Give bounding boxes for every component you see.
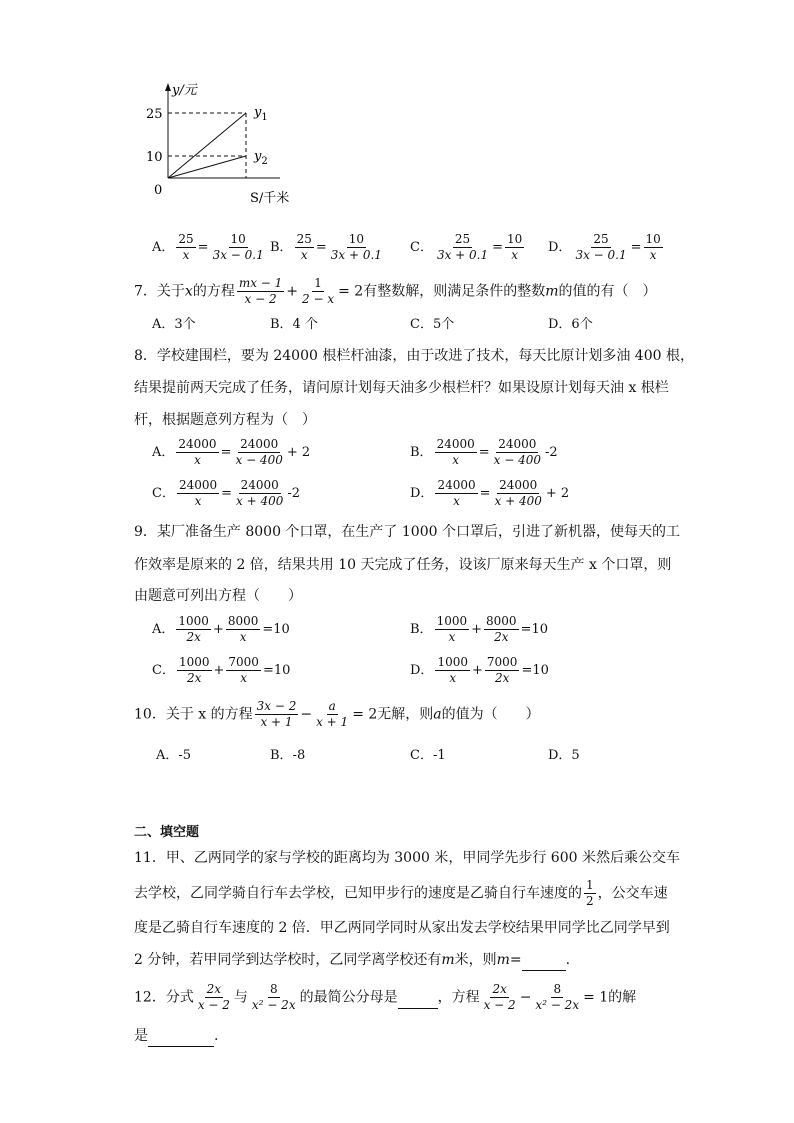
q8-option-a: A． $\frac{24000}{x}$ = $\frac{24000}{x - 400}$ + 2 bbox=[152, 437, 311, 467]
fraction: $\frac{8000}{x}$ bbox=[227, 614, 259, 644]
question-9-line-1: 9．某厂准备生产 8000 个口罩，在生产了 1000 个口罩后，引进了新机器，使每天的工 bbox=[134, 524, 680, 540]
question-8-line-2: 结果提前两天完成了任务，请问原计划每天油多少根栏杆？如果设原计划每天油 x 根栏 bbox=[134, 380, 669, 396]
origin-label: 0 bbox=[154, 183, 163, 198]
fraction: $\frac{25}{3x - 0.1}$ bbox=[575, 232, 627, 262]
fraction: $\frac{10}{3x - 0.1}$ bbox=[212, 232, 264, 262]
fraction: $\frac{10}{3x + 0.1}$ bbox=[330, 232, 382, 262]
fraction: $\frac{24000}{x - 400}$ bbox=[235, 437, 283, 467]
question-11-line-4: 2 分钟，若甲同学到达学校时，乙同学离学校还有m米，则m= . bbox=[134, 950, 570, 971]
question-9-line-3: 由题意可列出方程（ ） bbox=[134, 588, 302, 604]
q10-option-d: D．5 bbox=[548, 748, 580, 763]
answer-blank-q12-denominator[interactable] bbox=[398, 988, 438, 1009]
q7-option-c: C．5个 bbox=[410, 317, 455, 332]
fraction: $\frac{2x}{x - 2}$ bbox=[197, 982, 230, 1012]
q7-option-a: A．3个 bbox=[152, 317, 196, 332]
fraction: $\frac{a}{x + 1}$ bbox=[316, 699, 349, 729]
q9-option-d: D． $\frac{1000}{x}$ + $\frac{7000}{2x}$ =10 bbox=[410, 655, 549, 685]
tick-label-25: 25 bbox=[146, 107, 163, 122]
fraction: $\frac{8}{\text{x² − 2x}}$ bbox=[535, 982, 580, 1012]
line-y1 bbox=[168, 113, 246, 178]
tick-label-10: 10 bbox=[146, 150, 163, 165]
line-y1-label: $y_1$ bbox=[254, 105, 268, 123]
fraction: $\frac{25}{3x + 0.1}$ bbox=[436, 232, 489, 262]
question-8-line-1: 8．学校建围栏，要为 24000 根栏杆油漆，由于改进了技术，每天比原计划多油 400 根， bbox=[134, 348, 694, 364]
fraction: $\frac{10}{x}$ bbox=[645, 232, 661, 262]
fraction: $\frac{7000}{2x}$ bbox=[486, 655, 518, 685]
q10-option-b: B．-8 bbox=[270, 748, 306, 763]
y-axis-arrow bbox=[165, 83, 171, 91]
question-9-line-2: 作效率是原来的 2 倍，结果共用 10 天完成了任务，设该厂原来每天生产 x 个口罩，则 bbox=[134, 557, 672, 573]
fraction: $\frac{24000}{x + 400}$ bbox=[236, 478, 284, 508]
answer-blank-q12-solution[interactable] bbox=[148, 1026, 214, 1047]
fraction: $\frac{mx - 1}{x - 2}$ bbox=[238, 276, 283, 306]
y-axis-label: y/元 bbox=[172, 83, 197, 98]
q7-option-b: B．4 个 bbox=[270, 317, 318, 332]
answer-blank-q11[interactable] bbox=[522, 950, 566, 971]
question-10: 10．关于 x 的方程 $\frac{3x - 2}{x + 1}$ − $\frac{a}{x + 1}$ = 2无解，则a的值为（ ） bbox=[134, 699, 540, 729]
q8-option-b: B． $\frac{24000}{x}$ = $\frac{24000}{x - 400}$ -2 bbox=[410, 437, 558, 467]
line-y2 bbox=[168, 156, 246, 178]
line-y2-label: $y_2$ bbox=[254, 149, 268, 167]
fraction: $\frac{8}{\text{x² − 2x}}$ bbox=[251, 982, 296, 1012]
q8-option-d: D． $\frac{24000}{x}$ = $\frac{24000}{x + 400}$ + 2 bbox=[410, 478, 570, 508]
fraction: $\frac{1000}{2x}$ bbox=[178, 655, 210, 685]
question-12-line-1: 12．分式 $\frac{2x}{x - 2}$ 与 $\frac{8}{\text{x² − 2x}}$ 的最简公分母是 ，方程 $\frac{2x}{x - 2}$ − $\frac{8}{\text{x² − 2x}}$ = 1的解 bbox=[134, 982, 637, 1012]
fraction: $\frac{10}{x}$ bbox=[507, 232, 523, 262]
q8-option-c: C． $\frac{24000}{x}$ = $\frac{24000}{x + 400}$ -2 bbox=[152, 478, 301, 508]
fraction: $\frac{8000}{2x}$ bbox=[486, 614, 517, 644]
fraction: $\frac{2x}{x - 2}$ bbox=[483, 982, 516, 1012]
q7-option-d: D．6个 bbox=[548, 317, 593, 332]
fraction: $\frac{24000}{x - 400}$ bbox=[493, 437, 542, 467]
fraction: $\frac{24000}{x + 400}$ bbox=[494, 478, 542, 508]
q9-option-a: A． $\frac{1000}{2x}$ + $\frac{8000}{x}$ =10 bbox=[152, 614, 290, 644]
fraction: $\frac{1000}{2x}$ bbox=[178, 614, 209, 644]
fraction: $\frac{1}{2 - x}$ bbox=[302, 276, 335, 306]
fraction: $\frac{25}{x}$ bbox=[296, 232, 312, 262]
q9-option-c: C． $\frac{1000}{2x}$ + $\frac{7000}{x}$ =10 bbox=[152, 655, 291, 685]
fraction-one-half: $\frac{1}{2}$ bbox=[586, 878, 594, 908]
q9-option-b: B． $\frac{1000}{x}$ + $\frac{8000}{2x}$ =10 bbox=[410, 614, 548, 644]
question-11-line-1: 11．甲、乙两同学的家与学校的距离均为 3000 米，甲同学先步行 600 米然后乘公交车 bbox=[134, 850, 680, 866]
line-y1-subscript: 1 bbox=[261, 112, 268, 123]
q10-option-c: C．-1 bbox=[410, 748, 446, 763]
fraction: $\frac{24000}{x}$ bbox=[436, 437, 475, 467]
fraction: $\frac{3x - 2}{x + 1}$ bbox=[256, 699, 297, 729]
fraction: $\frac{25}{x}$ bbox=[178, 232, 194, 262]
q6-option-b: B． $\frac{25}{x}$ = $\frac{10}{3x + 0.1}$ bbox=[270, 232, 382, 262]
question-7: 7．关于x的方程 $\frac{mx - 1}{x - 2}$ + $\frac{1}{2 - x}$ = 2有整数解，则满足条件的整数m的值的有（ ） bbox=[134, 276, 657, 306]
q6-option-c: C． $\frac{25}{3x + 0.1}$ = $\frac{10}{x}$ bbox=[410, 232, 523, 262]
x-axis-label: S/千米 bbox=[250, 191, 290, 206]
question-11-line-2: 去学校，乙同学骑自行车去学校，已知甲步行的速度是乙骑自行车速度的 $\frac{1}{2}$ ，公交车速 bbox=[134, 878, 668, 908]
cost-distance-graph bbox=[140, 78, 310, 208]
fraction: $\frac{24000}{x}$ bbox=[437, 478, 476, 508]
question-12-line-2: 是 . bbox=[134, 1026, 218, 1047]
question-8-line-3: 杆，根据题意列方程为（ ） bbox=[134, 412, 316, 428]
q10-option-a: A．-5 bbox=[156, 748, 192, 763]
section-heading-fill-in: 二、填空题 bbox=[134, 825, 200, 840]
q6-option-a: A． $\frac{25}{x}$ = $\frac{10}{3x - 0.1}$ bbox=[152, 232, 264, 262]
fraction: $\frac{24000}{x}$ bbox=[178, 437, 217, 467]
line-y2-subscript: 2 bbox=[261, 156, 268, 167]
question-11-line-3: 度是乙骑自行车速度的 2 倍．甲乙两同学同时从家出发去学校结果甲同学比乙同学早到 bbox=[134, 920, 670, 936]
fraction: $\frac{1000}{x}$ bbox=[436, 614, 468, 644]
fraction: $\frac{24000}{x}$ bbox=[178, 478, 218, 508]
q6-option-d: D． $\frac{25}{3x - 0.1}$ = $\frac{10}{x}$ bbox=[548, 232, 661, 262]
fraction: $\frac{7000}{x}$ bbox=[228, 655, 259, 685]
fraction: $\frac{1000}{x}$ bbox=[437, 655, 468, 685]
